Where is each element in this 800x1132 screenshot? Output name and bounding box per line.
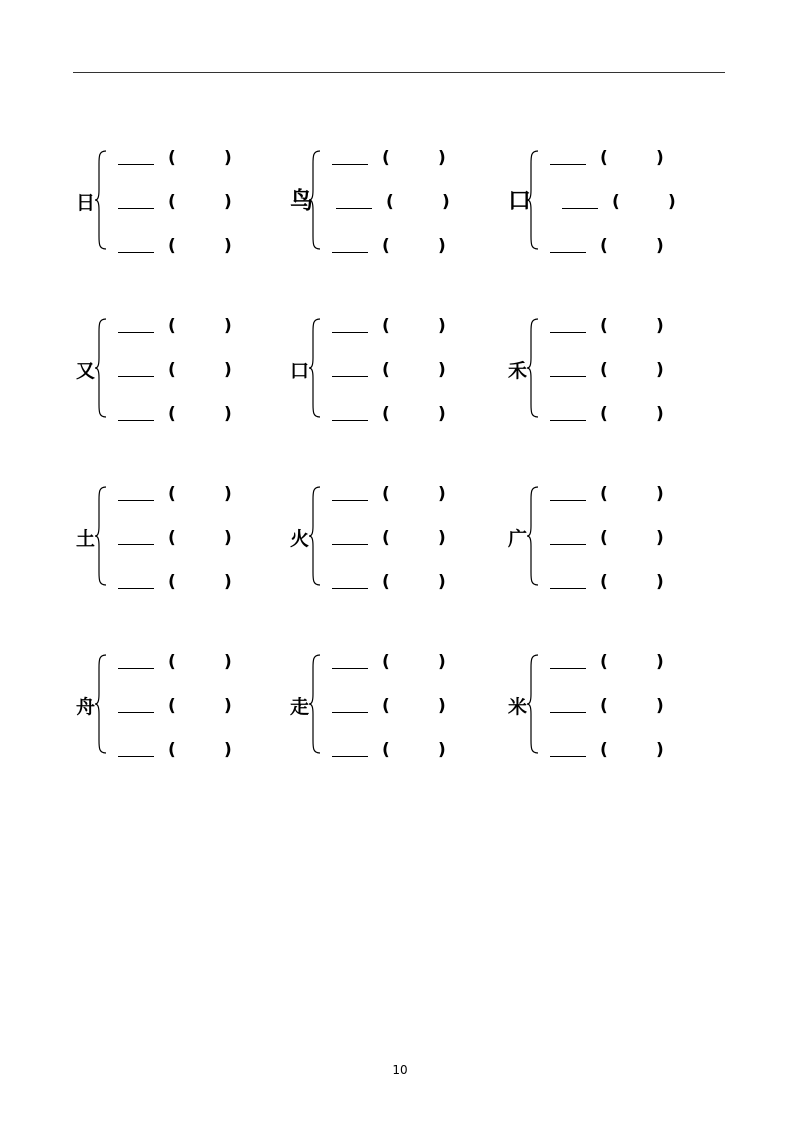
close-parenthesis: ) <box>438 360 446 380</box>
open-parenthesis: ( <box>600 360 608 380</box>
open-parenthesis: ( <box>168 528 176 548</box>
close-parenthesis: ) <box>224 316 232 336</box>
answer-blank[interactable] <box>118 756 154 757</box>
answer-row <box>118 404 248 426</box>
exercise-group <box>508 316 698 426</box>
answer-blank[interactable] <box>550 756 586 757</box>
curly-brace-icon <box>526 150 540 250</box>
answer-row <box>118 316 248 338</box>
open-parenthesis: ( <box>600 528 608 548</box>
close-parenthesis: ) <box>224 528 232 548</box>
close-parenthesis: ) <box>656 404 664 424</box>
answer-row <box>332 572 462 594</box>
close-parenthesis: ) <box>224 652 232 672</box>
close-parenthesis: ) <box>438 528 446 548</box>
exercise-group <box>76 484 266 594</box>
exercise-group <box>290 484 480 594</box>
open-parenthesis: ( <box>382 484 390 504</box>
answer-row <box>332 696 462 718</box>
close-parenthesis: ) <box>656 528 664 548</box>
answer-blank[interactable] <box>332 712 368 713</box>
answer-row <box>550 404 680 426</box>
close-parenthesis: ) <box>438 404 446 424</box>
open-parenthesis: ( <box>382 360 390 380</box>
curly-brace-icon <box>308 150 322 250</box>
open-parenthesis: ( <box>168 316 176 336</box>
close-parenthesis: ) <box>224 236 232 256</box>
exercise-group <box>76 652 266 762</box>
close-parenthesis: ) <box>438 484 446 504</box>
exercise-group <box>508 484 698 594</box>
curly-brace-icon <box>526 318 540 418</box>
answer-blank[interactable] <box>118 500 154 501</box>
open-parenthesis: ( <box>382 696 390 716</box>
answer-blank[interactable] <box>332 332 368 333</box>
answer-row <box>118 740 248 762</box>
curly-brace-icon <box>308 486 322 586</box>
close-parenthesis: ) <box>438 740 446 760</box>
open-parenthesis: ( <box>386 192 394 212</box>
close-parenthesis: ) <box>656 740 664 760</box>
base-character: 鸟 <box>290 188 313 214</box>
close-parenthesis: ) <box>224 192 232 212</box>
close-parenthesis: ) <box>656 360 664 380</box>
answer-blank[interactable] <box>332 668 368 669</box>
open-parenthesis: ( <box>382 148 390 168</box>
close-parenthesis: ) <box>224 696 232 716</box>
curly-brace-icon <box>526 654 540 754</box>
open-parenthesis: ( <box>168 404 176 424</box>
answer-blank[interactable] <box>118 420 154 421</box>
answer-row <box>550 236 680 258</box>
close-parenthesis: ) <box>438 652 446 672</box>
answer-blank[interactable] <box>550 376 586 377</box>
curly-brace-icon <box>94 150 108 250</box>
close-parenthesis: ) <box>224 740 232 760</box>
open-parenthesis: ( <box>168 236 176 256</box>
answer-blank[interactable] <box>332 252 368 253</box>
close-parenthesis: ) <box>656 236 664 256</box>
close-parenthesis: ) <box>224 404 232 424</box>
answer-blank[interactable] <box>550 252 586 253</box>
answer-blank[interactable] <box>562 208 598 209</box>
answer-blank[interactable] <box>118 208 154 209</box>
answer-row <box>336 192 466 214</box>
open-parenthesis: ( <box>168 360 176 380</box>
answer-blank[interactable] <box>332 544 368 545</box>
open-parenthesis: ( <box>600 148 608 168</box>
open-parenthesis: ( <box>168 148 176 168</box>
answer-blank[interactable] <box>118 252 154 253</box>
close-parenthesis: ) <box>656 148 664 168</box>
open-parenthesis: ( <box>600 740 608 760</box>
curly-brace-icon <box>94 318 108 418</box>
base-character: 火 <box>290 528 310 550</box>
close-parenthesis: ) <box>224 572 232 592</box>
answer-blank[interactable] <box>118 164 154 165</box>
answer-row <box>332 148 462 170</box>
answer-blank[interactable] <box>332 420 368 421</box>
curly-brace-icon <box>94 654 108 754</box>
open-parenthesis: ( <box>382 572 390 592</box>
answer-row <box>118 148 248 170</box>
answer-blank[interactable] <box>550 420 586 421</box>
answer-blank[interactable] <box>118 712 154 713</box>
answer-row <box>550 484 680 506</box>
answer-row <box>550 360 680 382</box>
answer-row <box>550 316 680 338</box>
open-parenthesis: ( <box>382 236 390 256</box>
answer-row <box>550 572 680 594</box>
header-rule <box>73 72 725 73</box>
exercise-group <box>76 148 266 258</box>
answer-blank[interactable] <box>550 332 586 333</box>
base-character: 禾 <box>508 360 528 382</box>
answer-row <box>332 484 462 506</box>
close-parenthesis: ) <box>656 484 664 504</box>
answer-row <box>550 148 680 170</box>
base-character: 广 <box>508 528 528 550</box>
answer-row <box>118 192 248 214</box>
close-parenthesis: ) <box>224 148 232 168</box>
base-character: 口 <box>290 360 310 382</box>
curly-brace-icon <box>94 486 108 586</box>
open-parenthesis: ( <box>600 572 608 592</box>
answer-blank[interactable] <box>550 164 586 165</box>
answer-row <box>550 696 680 718</box>
base-character: 日 <box>76 192 96 214</box>
answer-row <box>332 404 462 426</box>
close-parenthesis: ) <box>438 316 446 336</box>
curly-brace-icon <box>526 486 540 586</box>
answer-blank[interactable] <box>332 588 368 589</box>
open-parenthesis: ( <box>168 740 176 760</box>
answer-row <box>332 528 462 550</box>
base-character: 土 <box>76 528 96 550</box>
close-parenthesis: ) <box>438 236 446 256</box>
answer-blank[interactable] <box>332 164 368 165</box>
open-parenthesis: ( <box>168 696 176 716</box>
answer-row <box>118 572 248 594</box>
close-parenthesis: ) <box>656 696 664 716</box>
open-parenthesis: ( <box>168 484 176 504</box>
answer-blank[interactable] <box>118 588 154 589</box>
answer-blank[interactable] <box>550 712 586 713</box>
answer-row <box>550 528 680 550</box>
base-character: 口 <box>508 188 531 214</box>
close-parenthesis: ) <box>438 148 446 168</box>
exercise-group <box>290 148 480 258</box>
answer-row <box>118 652 248 674</box>
answer-blank[interactable] <box>118 332 154 333</box>
open-parenthesis: ( <box>382 528 390 548</box>
open-parenthesis: ( <box>600 696 608 716</box>
exercise-group <box>290 316 480 426</box>
answer-row <box>118 696 248 718</box>
open-parenthesis: ( <box>168 572 176 592</box>
answer-blank[interactable] <box>550 668 586 669</box>
page-number: 10 <box>392 1063 408 1077</box>
exercise-group <box>290 652 480 762</box>
close-parenthesis: ) <box>438 696 446 716</box>
answer-row <box>550 652 680 674</box>
answer-blank[interactable] <box>118 544 154 545</box>
answer-row <box>118 484 248 506</box>
base-character: 走 <box>290 696 310 718</box>
close-parenthesis: ) <box>656 316 664 336</box>
open-parenthesis: ( <box>382 316 390 336</box>
answer-blank[interactable] <box>550 544 586 545</box>
open-parenthesis: ( <box>382 652 390 672</box>
answer-blank[interactable] <box>332 756 368 757</box>
close-parenthesis: ) <box>224 360 232 380</box>
answer-row <box>332 360 462 382</box>
answer-blank[interactable] <box>118 668 154 669</box>
open-parenthesis: ( <box>600 484 608 504</box>
curly-brace-icon <box>308 654 322 754</box>
close-parenthesis: ) <box>442 192 450 212</box>
answer-row <box>332 236 462 258</box>
answer-row <box>332 316 462 338</box>
answer-blank[interactable] <box>332 376 368 377</box>
answer-blank[interactable] <box>550 588 586 589</box>
base-character: 又 <box>76 360 96 382</box>
answer-blank[interactable] <box>336 208 372 209</box>
open-parenthesis: ( <box>382 404 390 424</box>
open-parenthesis: ( <box>600 236 608 256</box>
exercise-group <box>508 652 698 762</box>
exercise-group <box>76 316 266 426</box>
answer-row <box>332 652 462 674</box>
exercise-group <box>508 148 698 258</box>
answer-blank[interactable] <box>550 500 586 501</box>
close-parenthesis: ) <box>224 484 232 504</box>
open-parenthesis: ( <box>600 652 608 672</box>
close-parenthesis: ) <box>438 572 446 592</box>
answer-row <box>550 740 680 762</box>
base-character: 米 <box>508 696 528 718</box>
answer-row <box>118 360 248 382</box>
answer-blank[interactable] <box>118 376 154 377</box>
base-character: 舟 <box>76 696 96 718</box>
curly-brace-icon <box>308 318 322 418</box>
answer-blank[interactable] <box>332 500 368 501</box>
open-parenthesis: ( <box>382 740 390 760</box>
close-parenthesis: ) <box>656 572 664 592</box>
answer-row <box>118 236 248 258</box>
answer-row <box>332 740 462 762</box>
answer-row <box>562 192 692 214</box>
open-parenthesis: ( <box>600 404 608 424</box>
close-parenthesis: ) <box>668 192 676 212</box>
close-parenthesis: ) <box>656 652 664 672</box>
answer-row <box>118 528 248 550</box>
open-parenthesis: ( <box>168 192 176 212</box>
open-parenthesis: ( <box>600 316 608 336</box>
open-parenthesis: ( <box>168 652 176 672</box>
open-parenthesis: ( <box>612 192 620 212</box>
